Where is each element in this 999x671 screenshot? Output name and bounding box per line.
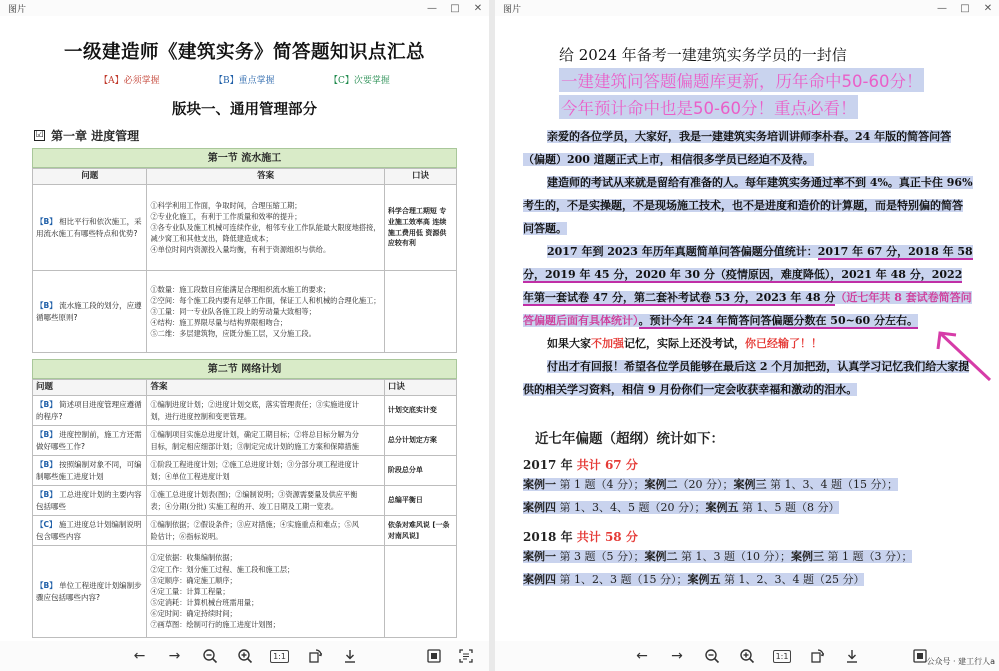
left-window-title: 图片 xyxy=(8,4,27,15)
right-image-viewer-window xyxy=(495,0,999,671)
letter-heading: 给 2024 年备考一建建筑实务学员的一封信 xyxy=(559,46,847,64)
question-cell: 【B】 单位工程进度计划编制步骤应包括哪些内容? xyxy=(33,546,147,638)
right-window-title: 图片 xyxy=(503,4,522,15)
right-document-image xyxy=(523,44,973,641)
question-cell: 【C】 施工进度总计划编制说明包含哪些内容 xyxy=(33,516,147,546)
year-cases: 案例一 第 3 题（5 分）；案例二 第 1、3 题（10 分）；案例三 第 1 题（3 分）； 案例四 第 1、2、3 题（15 分）；案例五 第 1、2、3、4 题（25 分） xyxy=(523,550,913,586)
paragraph-2: 建造师的考试从来就是留给有准备的人。每年建筑实务通过率不到 4%。真正卡住 96%考生的，不是实操题，不是现场施工技术，也不是进度和造价的计算题，而是特别偏的简答问答题。 xyxy=(523,176,973,235)
year-cases: 案例一 第 1 题（4 分）；案例二（20 分）；案例三 第 1、3、4 题（15 分）； 案例四 第 1、3、4、5 题（20 分）；案例五 第 1、5 题（8 分） xyxy=(523,478,898,514)
question-cell: 【B】 按照编制对象不同，可编制哪些施工进度计划 xyxy=(33,456,147,486)
legend-c: 【C】次要掌握 xyxy=(328,76,390,86)
checkbox-icon: ☑ xyxy=(35,130,44,140)
question-cell: 【B】 简述项目进度管理应遵循的程序? xyxy=(33,396,147,426)
left-toolbar xyxy=(0,641,489,671)
table-row xyxy=(33,396,457,426)
close-button[interactable]: ✕ xyxy=(983,2,993,14)
answer-cell: ①编制依据；②假设条件；③应对措施；④实施重点和难点；⑤风 险估计；⑥指标说明。 xyxy=(147,516,384,546)
highlight-line-2: 今年预计命中也是50-60分！重点必看！ xyxy=(559,95,858,119)
download-icon[interactable] xyxy=(341,647,359,665)
paragraph-4: 如果大家不加强记忆，实际上还没考试，你已经输了！！ xyxy=(547,337,822,350)
answer-cell: ①数量：施工段数目应能满足合理组织流水施工的要求； ②空间：每个施工段内要有足够工作面，保证工人和机械的合理化施工； ③工量：同一专业队各施工段上的劳动量大致相等； ④结构：施工界限尽量与结构界限相吻合； ⑤二维：多层建筑物，应既分施工层，又分施工段。 xyxy=(147,271,384,353)
question-cell: 【B】 流水施工段的划分，应遵循哪些原则? xyxy=(33,271,147,353)
highlight-line-1: 一建建筑问答题偏题库更新，历年命中50-60分！ xyxy=(559,68,924,92)
table-row xyxy=(33,271,457,353)
minimize-button[interactable]: — xyxy=(937,2,947,14)
chapter-title: 第一章 进度管理 xyxy=(51,129,140,143)
col-mnemonic: 口诀 xyxy=(384,169,456,185)
table-row xyxy=(33,456,457,486)
watermark-footer: 公众号 · 建工行人a xyxy=(926,657,995,666)
download-icon[interactable] xyxy=(843,647,861,665)
mnemonic-cell: 总编平衡日 xyxy=(384,486,456,516)
table2 xyxy=(32,379,457,638)
table1 xyxy=(32,168,457,353)
maximize-button[interactable]: □ xyxy=(450,2,460,14)
table-row xyxy=(33,516,457,546)
mnemonic-cell: 科学合理工期短 专业施工效率高 连续施工费用低 资源供应较有利 xyxy=(384,185,456,271)
table-row xyxy=(33,185,457,271)
pink-arrow-annotation xyxy=(930,325,999,385)
answer-cell: ①定依据：收集编制依据； ②定工作：划分施工过程、施工段和施工层； ③定顺序：确定施工顺序； ④定工量：计算工程量； ⑤定消耗：计算机械台班需用量； ⑥定时间：确定持续时间； ⑦画草图：绘制可行的施工进度计划图； xyxy=(147,546,384,638)
mnemonic-cell: 阶段总分单 xyxy=(384,456,456,486)
mnemonic-cell xyxy=(384,546,456,638)
table1-header: 第一节 流水施工 xyxy=(32,148,457,168)
ocr-icon[interactable] xyxy=(425,647,443,665)
doc-title: 一级建造师《建筑实务》简答题知识点汇总 xyxy=(63,42,425,63)
col-mnemonic: 口诀 xyxy=(384,380,456,396)
table-row xyxy=(33,486,457,516)
chapter-heading xyxy=(34,127,457,144)
mnemonic-cell xyxy=(384,271,456,353)
letter-body xyxy=(523,125,973,401)
mnemonic-cell: 总分计划定方案 xyxy=(384,426,456,456)
question-cell: 【B】 进度控制前，施工方还需做好哪些工作? xyxy=(33,426,147,456)
zoom-out-icon[interactable] xyxy=(703,647,721,665)
left-document-image xyxy=(32,24,457,641)
answer-cell: ①编制项目实施总进度计划，确定工期目标；②将总目标分解为分 目标，制定相应细部计划；③制定完成计划的施工方案和保障措施 xyxy=(147,426,384,456)
prev-arrow-icon[interactable]: ← xyxy=(636,648,648,664)
paragraph-1: 亲爱的各位学员，大家好，我是一建建筑实务培训讲师李朴春。24 年版的简答问答（偏题）200 道题正式上市，相信很多学员已经迫不及待。 xyxy=(523,130,952,166)
col-answer: 答案 xyxy=(147,380,384,396)
question-cell: 【B】 工总进度计划的主要内容包括哪些 xyxy=(33,486,147,516)
next-arrow-icon[interactable]: → xyxy=(671,648,683,664)
left-image-viewer-window xyxy=(0,0,489,671)
answer-cell: ①阶段工程进度计划；②施工总进度计划；③分部分项工程进度计 划；④单位工程进度计划 xyxy=(147,456,384,486)
right-toolbar xyxy=(495,641,999,671)
col-answer: 答案 xyxy=(147,169,384,185)
answer-cell: ①编制进度计划；②进度计划交底，落实管理责任；③实施进度计 划，进行进度控制和变更管理。 xyxy=(147,396,384,426)
right-titlebar xyxy=(495,0,999,16)
paragraph-3: 2017 年到 2023 年历年真题简单问答偏题分值统计：2017 年 67 分，2018 年 58 分，2019 年 45 分，2020 年 30 分（疫情原因，难度降低），2021 年 48 分，2022 年第一套试卷 47 分，第二套补考试卷 53 分，2023 年 48 分（近七年共 8 套试卷简答问答偏题后面有具体统计）。预计今年 24 年简答问答偏题分数在 50~60 分左右。 xyxy=(523,245,973,327)
answer-cell: ①科学利用工作面，争取时间，合理压缩工期； ②专业化施工，有利于工作质量和效率的提升； ③各专业队及施工机械可连续作业，相邻专业工作队能最大限度地搭接，减少窝工和其他支出，降低建造成本； ④单位时间内资源投入量均衡，有利于资源组织与供给。 xyxy=(147,185,384,271)
mnemonic-cell: 依条对难风说 [一条对南风说] xyxy=(384,516,456,546)
rotate-icon[interactable] xyxy=(808,647,826,665)
legend-a: 【A】必须掌握 xyxy=(99,76,160,86)
col-question: 问题 xyxy=(33,380,147,396)
question-cell: 【B】 相比平行和依次施工，采用流水施工有哪些特点和优势? xyxy=(33,185,147,271)
mnemonic-cell: 计划交底实计变 xyxy=(384,396,456,426)
actual-size-button[interactable]: 1:1 xyxy=(773,650,792,663)
legend-b: 【B】重点掌握 xyxy=(213,76,275,86)
maximize-button[interactable]: □ xyxy=(960,2,970,14)
prev-arrow-icon[interactable]: ← xyxy=(133,648,146,664)
actual-size-button[interactable]: 1:1 xyxy=(270,650,289,663)
text-extract-icon[interactable] xyxy=(457,647,475,665)
paragraph-5: 付出才有回报！希望各位学员能够在最后这 2 个月加把劲，认真学习记忆我们给大家提供的相关学习资料，相信 9 月份你们一定会收获幸福和激动的泪水。 xyxy=(523,360,970,396)
table-row xyxy=(33,546,457,638)
year-heading: 2018 年 共计 58 分 xyxy=(523,530,638,544)
zoom-in-icon[interactable] xyxy=(738,647,756,665)
left-titlebar xyxy=(0,0,489,16)
year-heading: 2017 年 共计 67 分 xyxy=(523,458,638,472)
next-arrow-icon[interactable]: → xyxy=(168,648,181,664)
col-question: 问题 xyxy=(33,169,147,185)
table2-header: 第二节 网络计划 xyxy=(32,359,457,379)
table-row xyxy=(33,426,457,456)
zoom-out-icon[interactable] xyxy=(201,647,219,665)
close-button[interactable]: ✕ xyxy=(473,2,483,14)
rotate-icon[interactable] xyxy=(306,647,324,665)
minimize-button[interactable]: — xyxy=(427,2,437,14)
answer-cell: ①施工总进度计划表(图)；②编制说明；③资源需要量及供应平衡 表；④分期(分批) 实施工程的开、竣工日期及工期一览表。 xyxy=(147,486,384,516)
section-title: 版块一、通用管理部分 xyxy=(172,101,317,118)
zoom-in-icon[interactable] xyxy=(236,647,254,665)
stats-title: 近七年偏题（超纲）统计如下： xyxy=(535,431,724,447)
legend xyxy=(32,73,457,86)
